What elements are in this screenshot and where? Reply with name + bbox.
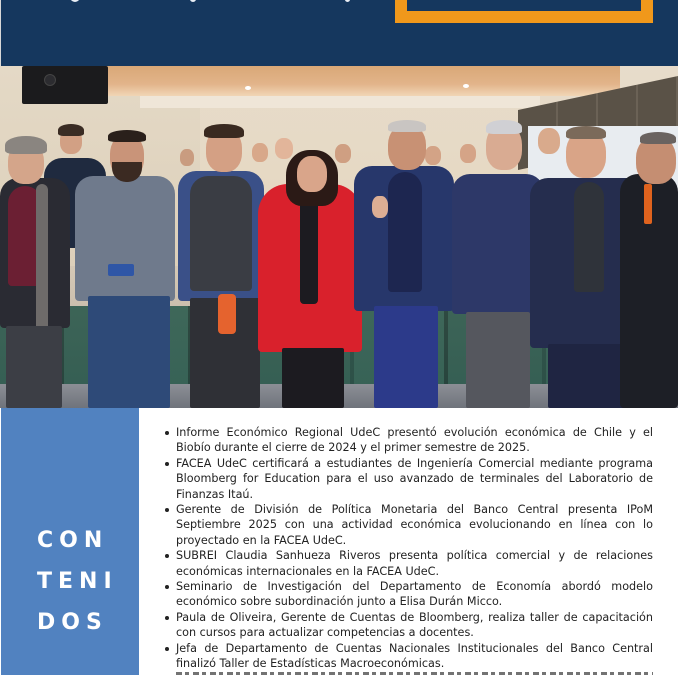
list-item xyxy=(160,502,653,548)
bullet-icon xyxy=(165,462,169,466)
bullet-icon xyxy=(165,554,169,558)
page-edge xyxy=(0,0,1,66)
list-item xyxy=(160,548,653,579)
notebook xyxy=(108,264,134,276)
list-item-text: SUBREI Claudia Sanhueza Riveros presenta política comercial y de relaciones económicas internacionales en la FACEA UdeC. xyxy=(176,549,653,578)
header-banner xyxy=(0,0,678,66)
list-item-text: Paula de Oliveira, Gerente de Cuentas de Bloomberg, realiza taller de capacitación con cursos para actualizar competencias a docentes. xyxy=(176,610,653,640)
contents-title-line: CON xyxy=(37,528,109,553)
contents-sidebar xyxy=(1,408,139,675)
contents-section xyxy=(0,408,678,675)
contents-list xyxy=(160,425,653,672)
list-item-text: Seminario de Investigación del Departamento de Economía abordó modelo económico sobre subordinación junto a Elisa Durán Micco. xyxy=(176,580,653,609)
contents-title-line: DOS xyxy=(37,610,108,635)
list-item xyxy=(160,641,653,672)
bullet-icon xyxy=(165,647,169,651)
list-item-text: FACEA UdeC certificará a estudiantes de Ingeniería Comercial mediante programa Bloomberg for Education para el uso avanzado de terminales del Laboratorio de Finanzas Itaú. xyxy=(176,456,653,501)
list-item xyxy=(160,425,653,456)
list-item-text: Informe Económico Regional UdeC presentó evolución económica de Chile y el Biobío durante el cierre de 2024 y el primer semestre de 2025. xyxy=(176,426,653,455)
list-item-text: Jefa de Departamento de Cuentas Nacionales Institucionales del Banco Central finalizó Taller de Estadísticas Macroeconómicas. xyxy=(176,641,653,671)
photo-soffit xyxy=(140,96,540,108)
list-item xyxy=(160,456,653,502)
contents-title xyxy=(37,520,127,643)
raised-hand xyxy=(372,196,388,218)
water-bottle xyxy=(218,294,236,334)
photo-ceiling xyxy=(100,66,620,96)
cut-off-title xyxy=(60,0,360,2)
accent-frame xyxy=(395,0,653,23)
group-photo xyxy=(0,66,678,408)
bullet-icon xyxy=(165,585,169,589)
ceiling-light-icon xyxy=(463,84,469,88)
bullet-icon xyxy=(165,508,169,512)
list-item-text: Gerente de División de Política Monetaria del Banco Central presenta IPoM Septiembre 2025 con una actividad económica evolucionando en línea con lo proyectado en la FACEA UdeC. xyxy=(176,503,653,547)
list-item xyxy=(160,610,653,641)
bullet-icon xyxy=(165,616,169,620)
list-item xyxy=(160,579,653,610)
contents-title-line: TENI xyxy=(37,569,118,594)
speaker-icon xyxy=(22,66,108,104)
bullet-icon xyxy=(165,431,169,435)
ceiling-light-icon xyxy=(245,86,251,90)
